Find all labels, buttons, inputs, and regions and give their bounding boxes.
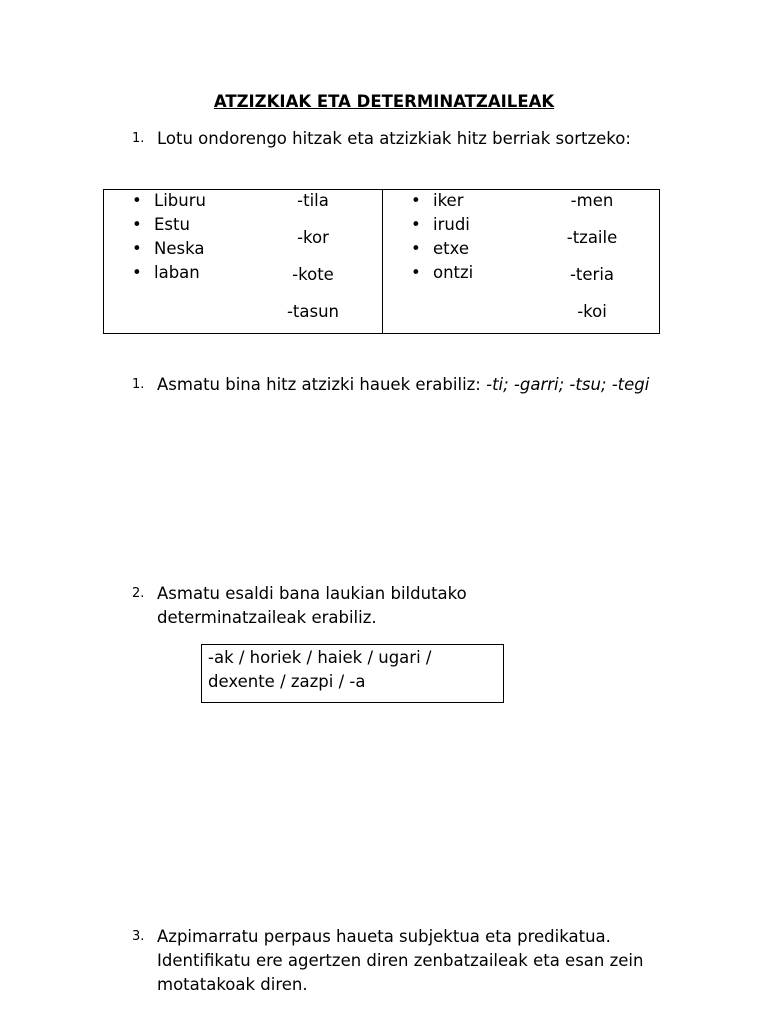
suffix: -kote <box>292 265 334 284</box>
list-item: • Estu <box>132 213 206 237</box>
bullet-icon: • <box>132 215 142 234</box>
right-word-list <box>411 189 473 285</box>
suffix: -men <box>570 191 614 210</box>
bullet-icon: • <box>411 239 421 258</box>
suffix: -tasun <box>286 302 340 321</box>
suffix: -kor <box>297 228 329 247</box>
list-item: • Liburu <box>132 189 206 213</box>
question-text: Lotu ondorengo hitzak eta atzizkiak hitz berriak sortzeko: <box>157 129 631 148</box>
page-title: ATZIZKIAK ETA DETERMINATZAILEAK <box>213 92 555 111</box>
question-4 <box>132 925 672 997</box>
words-suffix-table <box>103 189 660 334</box>
question-number: 1. <box>132 377 145 392</box>
left-word-list <box>132 189 206 285</box>
question-3 <box>132 582 512 630</box>
suffix: -teria <box>569 265 615 284</box>
list-item: • iker <box>411 189 473 213</box>
determiners-box <box>201 644 504 703</box>
list-item: • ontzi <box>411 261 473 285</box>
bullet-icon: • <box>132 263 142 282</box>
question-number: 3. <box>132 929 145 944</box>
box-line: -ak / horiek / haiek / ugari / <box>208 648 432 667</box>
question-number: 2. <box>132 586 145 601</box>
question-text: Asmatu esaldi bana laukian bildutako determinatzaileak erabiliz. <box>157 584 467 627</box>
suffix: -tzaile <box>566 228 618 247</box>
list-item: • laban <box>132 261 206 285</box>
question-number: 1. <box>132 131 145 146</box>
list-item: • irudi <box>411 213 473 237</box>
box-line: dexente / zazpi / -a <box>208 672 366 691</box>
suffix-list: -ti; -garri; -tsu; -tegi <box>486 375 650 394</box>
table-divider <box>382 190 383 333</box>
bullet-icon: • <box>411 215 421 234</box>
list-item: • Neska <box>132 237 206 261</box>
bullet-icon: • <box>132 239 142 258</box>
bullet-icon: • <box>411 191 421 210</box>
bullet-icon: • <box>132 191 142 210</box>
question-text: Azpimarratu perpaus haueta subjektua eta predikatua. Identifikatu ere agertzen diren zenbatzaileak eta esan zein motatakoak diren. <box>157 927 644 994</box>
suffix: -tila <box>297 191 329 210</box>
list-item: • etxe <box>411 237 473 261</box>
suffix: -koi <box>577 302 607 321</box>
question-2 <box>132 373 672 397</box>
question-1 <box>132 127 672 151</box>
bullet-icon: • <box>411 263 421 282</box>
question-text: Asmatu bina hitz atzizki hauek erabiliz: -ti; -garri; -tsu; -tegi <box>157 375 650 394</box>
